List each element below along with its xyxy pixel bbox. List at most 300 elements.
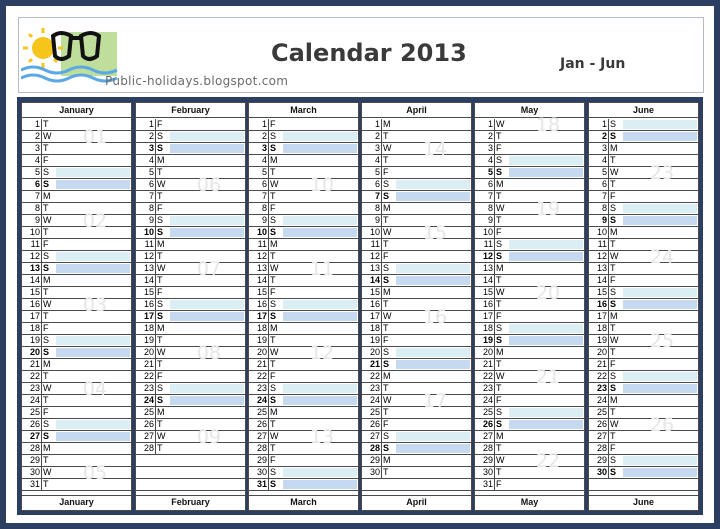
day-row [22,479,131,491]
day-note-area [170,396,244,405]
day-note-area [509,360,583,369]
day-letter: M [157,407,165,417]
day-note-area [56,168,130,177]
day-letter: T [43,203,49,213]
day-number: 15 [369,287,380,297]
day-number: 24 [29,395,40,405]
day-number: 7 [601,191,607,201]
day-row [249,467,358,479]
day-row [136,419,245,431]
day-row [22,287,131,299]
day-letter: T [157,443,163,453]
week-number-watermark: 10 [309,174,335,196]
day-note-area [396,372,470,381]
day-row [362,467,471,479]
day-note-area [623,180,697,189]
day-row [136,359,245,371]
day-note-area [170,312,244,321]
day-note-area [283,192,357,201]
day-row [22,179,131,191]
day-letter: T [610,407,616,417]
day-letter: S [43,347,50,357]
day-number: 28 [256,443,267,453]
day-note-area [623,396,697,405]
day-separator [268,155,269,166]
day-letter: T [610,239,616,249]
day-letter: S [270,131,277,141]
day-row [362,167,471,179]
site-url[interactable]: Public-holidays.blogspot.com [105,74,289,88]
day-row [22,167,131,179]
day-row [589,167,698,179]
day-letter: S [610,467,617,477]
day-separator [608,395,609,406]
day-separator [155,251,156,262]
day-letter: S [383,347,390,357]
day-separator [41,347,42,358]
week-number-watermark: 12 [309,342,335,364]
day-row [362,299,471,311]
day-row [22,203,131,215]
day-note-area [396,468,470,477]
week-number-watermark: 13 [309,426,335,448]
day-separator [155,323,156,334]
day-number: 16 [256,299,267,309]
day-row [362,335,471,347]
week-number-watermark: 03 [82,294,108,316]
day-row [22,143,131,155]
day-note-area [623,144,697,153]
day-row [136,203,245,215]
day-number: 6 [148,179,154,189]
day-separator [494,371,495,382]
day-letter: F [270,455,276,465]
day-letter: M [270,239,278,249]
day-number: 22 [143,371,154,381]
day-number: 15 [256,287,267,297]
day-note-area [283,300,357,309]
day-note-area [283,312,357,321]
day-note-area [283,252,357,261]
day-letter: W [383,227,392,237]
day-note-area [170,228,244,237]
day-number: 21 [482,359,493,369]
day-row [249,335,358,347]
day-number: 9 [374,215,380,225]
day-note-area [283,324,357,333]
day-note-area [396,408,470,417]
day-number: 12 [143,251,154,261]
day-letter: F [496,479,502,489]
day-row [475,311,584,323]
day-letter: T [496,191,502,201]
day-note-area [509,312,583,321]
day-letter: S [610,119,617,129]
day-letter: T [610,431,616,441]
day-row [475,239,584,251]
day-number: 2 [261,131,267,141]
day-number: 29 [256,455,267,465]
day-note-area [509,300,583,309]
day-separator [494,419,495,430]
day-letter: F [157,371,163,381]
day-row [589,359,698,371]
week-number-watermark: 21 [535,366,561,388]
day-note-area [56,480,130,489]
day-row [136,275,245,287]
day-letter: S [383,191,390,201]
day-letter: S [270,215,277,225]
day-number: 22 [482,371,493,381]
day-row [362,323,471,335]
day-separator [268,467,269,478]
day-row [362,479,471,491]
day-separator [608,371,609,382]
day-letter: W [383,143,392,153]
day-separator [381,431,382,442]
day-row [136,263,245,275]
day-number: 10 [596,227,607,237]
day-row [475,143,584,155]
day-note-area [396,144,470,153]
day-letter: M [43,443,51,453]
day-note-area [283,216,357,225]
day-letter: M [270,407,278,417]
day-note-area [56,228,130,237]
day-row [362,191,471,203]
month-footer: May [475,495,584,509]
day-letter: S [157,131,164,141]
day-separator [41,383,42,394]
day-separator [381,131,382,142]
day-letter: T [383,323,389,333]
month-footer: April [362,495,471,509]
day-separator [608,299,609,310]
day-number: 8 [487,203,493,213]
day-number: 1 [261,119,267,129]
day-row [249,191,358,203]
day-number: 10 [482,227,493,237]
day-row [249,311,358,323]
day-letter: S [43,419,50,429]
day-letter: S [157,215,164,225]
day-letter: F [157,119,163,129]
day-note-area [623,204,697,213]
day-letter: S [270,479,277,489]
day-separator [608,203,609,214]
day-row [589,251,698,263]
day-separator [381,359,382,370]
day-row [22,359,131,371]
day-note-area [509,216,583,225]
day-note-area [509,228,583,237]
day-note-area [509,348,583,357]
day-number: 21 [369,359,380,369]
day-note-area [56,240,130,249]
day-note-area [623,420,697,429]
day-number: 7 [374,191,380,201]
day-letter: S [610,371,617,381]
day-letter: T [496,467,502,477]
day-row [589,419,698,431]
day-number: 8 [261,203,267,213]
day-note-area [396,180,470,189]
day-letter: W [496,203,505,213]
day-letter: S [496,251,503,261]
day-number: 9 [487,215,493,225]
day-letter: S [496,419,503,429]
day-letter: M [270,323,278,333]
day-number: 12 [482,251,493,261]
day-note-area [56,468,130,477]
day-row [136,119,245,131]
day-letter: S [496,167,503,177]
day-separator [494,251,495,262]
day-separator [381,371,382,382]
day-number: 20 [369,347,380,357]
day-separator [268,203,269,214]
day-row [22,275,131,287]
day-row [136,371,245,383]
day-note-area [509,264,583,273]
week-number-watermark: 01 [82,126,108,148]
day-row [589,227,698,239]
day-note-area [623,192,697,201]
day-separator [41,299,42,310]
week-number-watermark: 15 [422,222,448,244]
day-number: 4 [487,155,493,165]
day-number: 18 [143,323,154,333]
day-number: 20 [596,347,607,357]
header [18,17,704,93]
day-number: 28 [482,443,493,453]
day-number: 12 [596,251,607,261]
day-number: 11 [30,239,40,249]
day-separator [608,311,609,322]
day-note-area [509,276,583,285]
day-separator [494,299,495,310]
day-row [136,311,245,323]
day-note-area [283,408,357,417]
day-number: 10 [29,227,40,237]
day-row [362,263,471,275]
day-note-area [396,396,470,405]
day-separator [381,383,382,394]
day-separator [494,479,495,490]
day-row [475,431,584,443]
day-note-area [509,336,583,345]
day-separator [155,263,156,274]
day-letter: F [610,275,616,285]
day-letter: T [43,143,49,153]
day-note-area [396,348,470,357]
day-number: 1 [487,119,493,129]
day-note-area [509,204,583,213]
day-letter: W [610,335,619,345]
day-separator [155,299,156,310]
day-separator [155,119,156,130]
day-letter: T [43,371,49,381]
day-note-area [396,360,470,369]
day-letter: F [496,227,502,237]
day-note-area [396,264,470,273]
day-number: 19 [482,335,493,345]
day-note-area [56,252,130,261]
day-separator [268,347,269,358]
day-number: 21 [143,359,154,369]
day-row [475,407,584,419]
week-number-watermark: 25 [649,330,675,352]
day-note-area [56,216,130,225]
day-note-area [396,432,470,441]
day-row [22,395,131,407]
month-header: April [362,104,471,118]
day-note-area [56,288,130,297]
month-header: June [589,104,698,118]
day-number: 19 [256,335,267,345]
day-separator [381,119,382,130]
day-row [22,299,131,311]
day-letter: S [610,287,617,297]
day-number: 23 [143,383,154,393]
day-number: 13 [482,263,493,273]
day-row [362,215,471,227]
day-note-area [623,240,697,249]
day-row [589,203,698,215]
day-separator [41,251,42,262]
day-row [249,443,358,455]
day-note-area [170,252,244,261]
day-number: 20 [256,347,267,357]
day-row [136,191,245,203]
week-number-watermark: 24 [649,246,675,268]
day-number: 19 [29,335,40,345]
day-letter: M [610,395,618,405]
day-letter: F [610,191,616,201]
day-separator [608,167,609,178]
day-letter: T [157,167,163,177]
day-letter: T [270,275,276,285]
day-number: 15 [29,287,40,297]
day-letter: S [383,275,390,285]
day-separator [494,203,495,214]
day-letter: F [270,119,276,129]
day-number: 13 [256,263,267,273]
day-separator [268,359,269,370]
day-letter: F [157,203,163,213]
day-separator [494,167,495,178]
day-note-area [396,156,470,165]
day-note-area [170,372,244,381]
day-row [362,275,471,287]
day-number: 27 [596,431,607,441]
day-row [22,311,131,323]
day-separator [155,143,156,154]
day-number: 14 [143,275,154,285]
day-separator [608,239,609,250]
day-separator [494,287,495,298]
day-separator [268,299,269,310]
day-row [589,431,698,443]
day-number: 22 [256,371,267,381]
day-letter: S [383,359,390,369]
day-note-area [170,132,244,141]
day-row [475,215,584,227]
day-separator [155,179,156,190]
month-footer: January [22,495,131,509]
day-note-area [623,432,697,441]
day-separator [155,359,156,370]
day-row [22,191,131,203]
day-note-area [623,276,697,285]
day-letter: T [383,215,389,225]
day-row [249,215,358,227]
day-row [475,167,584,179]
day-row [475,467,584,479]
day-separator [494,359,495,370]
day-separator [155,155,156,166]
day-row [22,407,131,419]
day-separator [155,395,156,406]
month-header: February [136,104,245,118]
day-note-area [623,468,697,477]
day-number: 17 [29,311,40,321]
day-number: 29 [29,455,40,465]
day-note-area [170,288,244,297]
day-row [22,263,131,275]
day-number: 21 [256,359,267,369]
day-note-area [283,264,357,273]
day-number: 25 [369,407,380,417]
day-row [362,251,471,263]
day-note-area [396,216,470,225]
day-number: 24 [482,395,493,405]
day-separator [268,455,269,466]
day-note-area [56,348,130,357]
day-number: 27 [369,431,380,441]
day-separator [268,383,269,394]
day-number: 15 [596,287,607,297]
day-letter: M [383,287,391,297]
day-separator [381,167,382,178]
day-note-area [56,180,130,189]
day-note-area [170,348,244,357]
day-letter: S [496,323,503,333]
day-letter: M [383,371,391,381]
day-letter: T [610,179,616,189]
day-number: 25 [29,407,40,417]
day-number: 13 [369,263,380,273]
month-header: March [249,104,358,118]
day-letter: W [270,431,279,441]
day-note-area [56,360,130,369]
week-number-watermark: 16 [422,306,448,328]
day-note-area [623,120,697,129]
day-separator [41,155,42,166]
day-row [249,143,358,155]
day-number: 4 [601,155,607,165]
day-letter: F [270,371,276,381]
day-row [589,179,698,191]
day-row [589,371,698,383]
day-number: 29 [369,455,380,465]
day-row [136,299,245,311]
day-note-area [170,216,244,225]
day-letter: M [496,431,504,441]
day-separator [155,287,156,298]
day-separator [41,143,42,154]
day-letter: S [610,203,617,213]
